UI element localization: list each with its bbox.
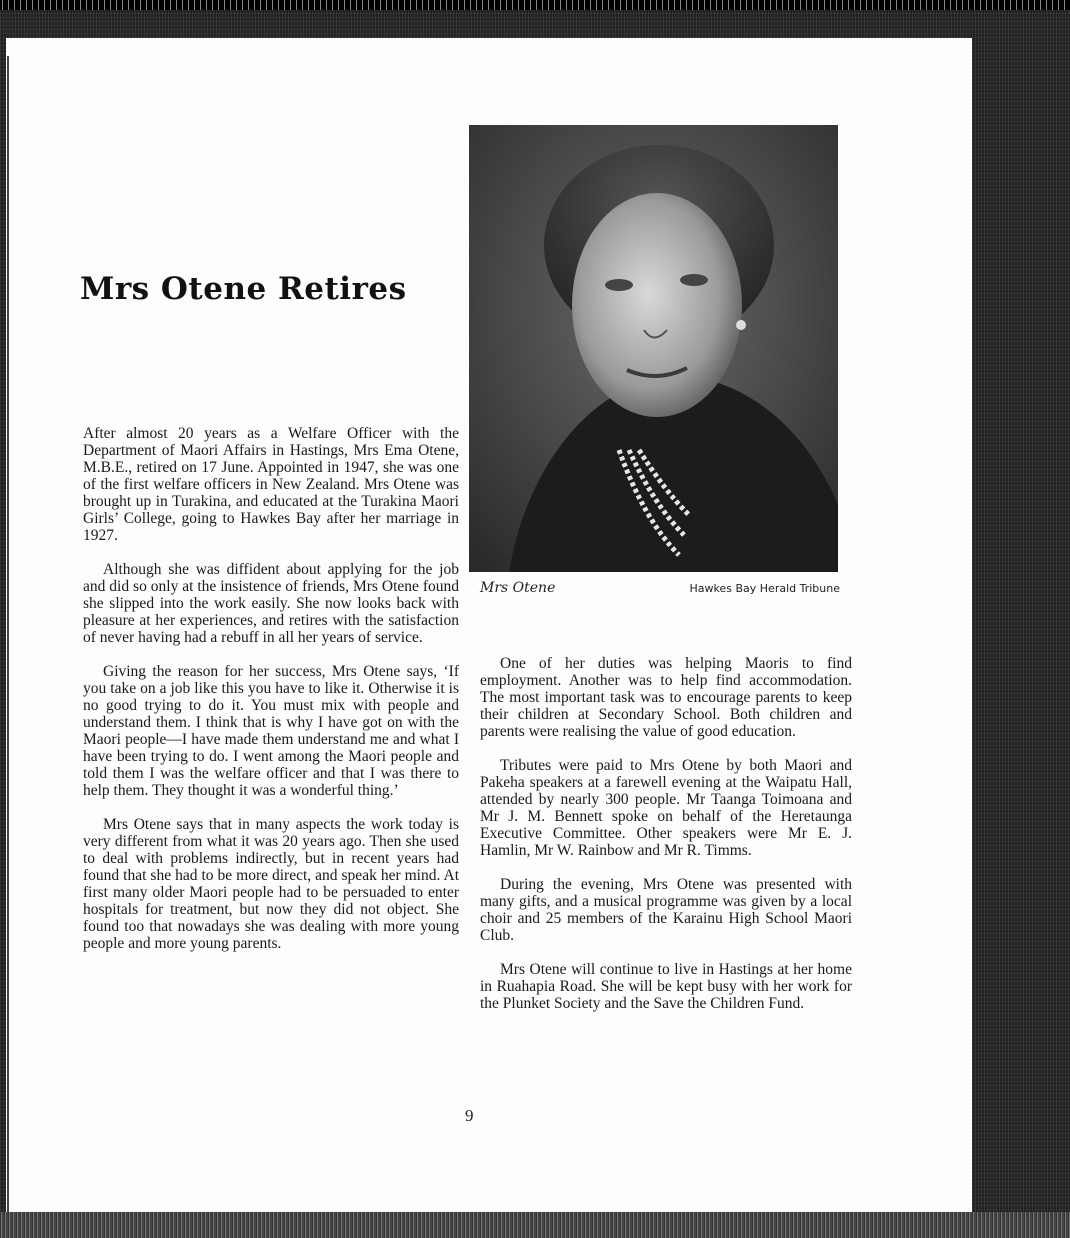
scan-bottom-edge [0,1212,1070,1238]
photo-credit: Hawkes Bay Herald Tribune [689,582,840,595]
article-paragraph: Tributes were paid to Mrs Otene by both Maori and Pakeha speakers at a farewell evening at the Waipatu Hall, attended by nearly 300 people. Mr Taanga Toimoana and Mr J. M. Bennett spoke on behalf of the Heretaunga Executive Committee. Other speakers were Mr E. J. Hamlin, Mr W. Rainbow and Mr R. Timms. [480,757,852,859]
article-paragraph: Although she was diffident about applying for the job and did so only at the insistence of friends, Mrs Otene found she slipped into the work easily. She now looks back with pleasure at her experiences, and retires with the satisfaction of never having had a rebuff in all her years of service. [83,561,459,646]
page-number: 9 [465,1106,474,1125]
article-right-column [480,655,852,1029]
portrait-illustration [469,125,838,572]
portrait-photo [469,125,838,572]
article-title: Mrs Otene Retires [80,271,407,307]
scan-top-edge [0,0,1070,10]
article-left-column [83,425,459,969]
article-paragraph: Mrs Otene will continue to live in Hastings at her home in Ruahapia Road. She will be kept busy with her work for the Plunket Society and the Save the Children Fund. [480,961,852,1012]
article-paragraph: After almost 20 years as a Welfare Officer with the Department of Maori Affairs in Hastings, Mrs Ema Otene, M.B.E., retired on 17 June. Appointed in 1947, she was one of the first welfare officers in New Zealand. Mrs Otene was brought up in Turakina, and educated at the Turakina Maori Girls’ College, going to Hawkes Bay after her marriage in 1927. [83,425,459,544]
article-paragraph: Giving the reason for her success, Mrs Otene says, ‘If you take on a job like this you have to like it. Otherwise it is no good trying to do it. You must mix with people and understand them. I think that is why I have got on with the Maori people—I have made them understand me and what I have been trying to do. I went among the Maori people and told them I was the welfare officer and that I was there to help them. They thought it was a wonderful thing.’ [83,663,459,799]
photo-caption [480,580,840,600]
page-left-edge-rule [7,56,9,1212]
caption-name: Mrs Otene [480,580,556,596]
article-paragraph: One of her duties was helping Maoris to find employment. Another was to help find accommodation. The most important task was to encourage parents to keep their children at Secondary School. Both children and parents were realising the value of good education. [480,655,852,740]
article-paragraph: Mrs Otene says that in many aspects the work today is very different from what it was 20 years ago. Then she used to deal with problems indirectly, but in recent years had found that she had to be more direct, and speak her mind. At first many older Maori people had to be persuaded to enter hospitals for treatment, but now they did not object. She found too that nowadays she was dealing with more young people and more young parents. [83,816,459,952]
article-paragraph: During the evening, Mrs Otene was presented with many gifts, and a musical programme was given by a local choir and 25 members of the Karainu High School Maori Club. [480,876,852,944]
